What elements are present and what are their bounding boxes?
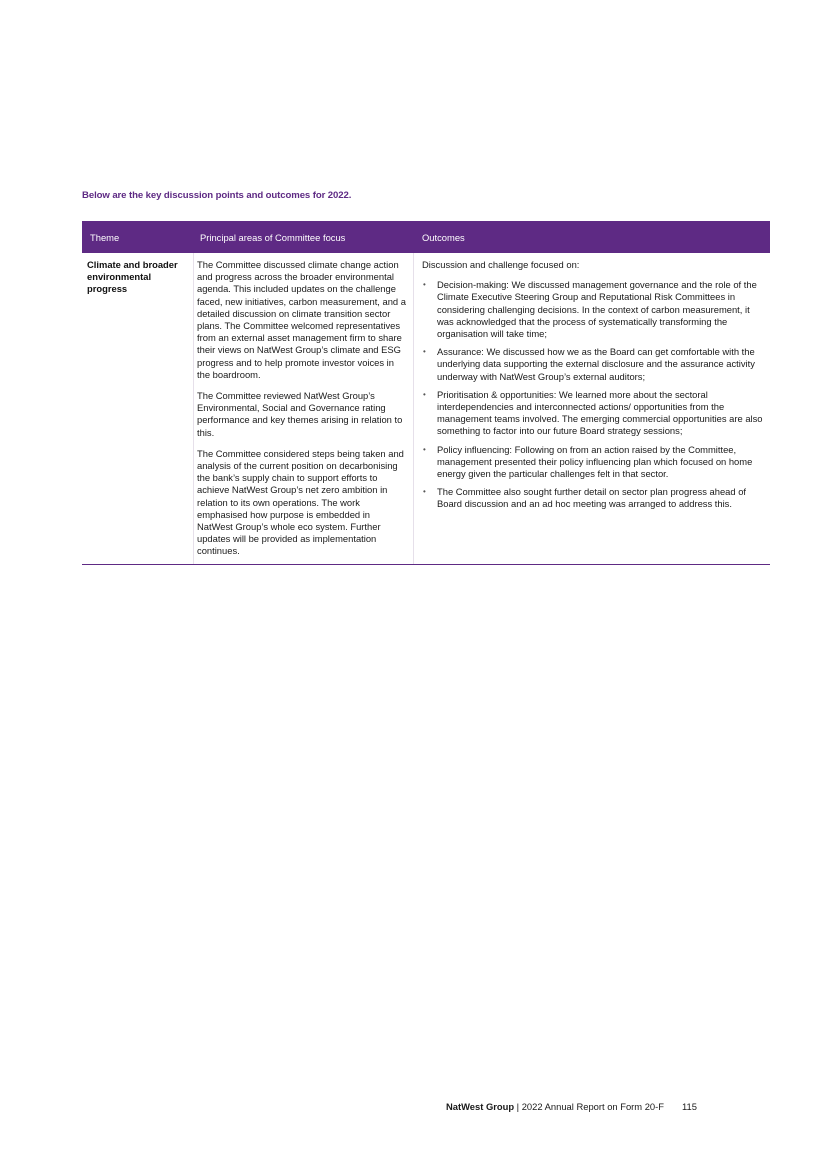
footer-report-title: 2022 Annual Report on Form 20-F bbox=[521, 1101, 664, 1112]
table-row bbox=[82, 253, 770, 565]
section-intro: Below are the key discussion points and outcomes for 2022. bbox=[82, 190, 352, 201]
header-focus: Principal areas of Committee focus bbox=[200, 231, 346, 243]
outcome-item: • Assurance: We discussed how we as the Board can get comfortable with the underlying data supporting the external disclosure and the assurance activity underway with NatWest Group’s external auditors; bbox=[422, 346, 764, 383]
footer-brand: NatWest Group bbox=[446, 1101, 515, 1112]
header-theme: Theme bbox=[90, 231, 120, 243]
theme-cell: Climate and broader environmental progress bbox=[87, 259, 178, 295]
focus-paragraph: The Committee considered steps being taken and analysis of the current position on decarbonising the bank’s supply chain to support efforts to achieve NatWest Group’s net zero ambition in relation to its own operations. The work emphasised how purpose is embedded in NatWest Group’s whole eco system. Further updates will be provided as implementation continues. bbox=[197, 447, 404, 557]
outcome-item: • The Committee also sought further detail on sector plan progress ahead of Board discussion and an ad hoc meeting was arranged to address this. bbox=[422, 486, 764, 510]
header-outcomes: Outcomes bbox=[422, 231, 465, 243]
outcome-item: • Decision-making: We discussed management governance and the role of the Climate Executive Steering Group and Reputational Risk Committees in considering challenging decisions. In the context of carbon measurement, it was acknowledged that the process of systematically transforming the organisation will take time; bbox=[422, 279, 764, 340]
outcomes-list bbox=[422, 279, 764, 510]
focus-paragraph: The Committee reviewed NatWest Group’s Environmental, Social and Governance rating performance and key themes arising in relation to this. bbox=[197, 390, 403, 438]
outcomes-cell bbox=[413, 253, 770, 564]
page-number: 115 bbox=[682, 1101, 697, 1112]
outcome-item: • Policy influencing: Following on from an action raised by the Committee, management presented their policy influencing plan which focused on home energy given the particular challenges felt in that sector. bbox=[422, 444, 764, 481]
footer-separator: | bbox=[514, 1101, 522, 1112]
outcomes-lead: Discussion and challenge focused on: bbox=[422, 259, 580, 270]
focus-cell bbox=[193, 253, 413, 564]
table-header bbox=[82, 221, 770, 253]
page-footer bbox=[446, 1101, 697, 1112]
focus-paragraph: The Committee discussed climate change action and progress across the broader environmental agenda. This included updates on the challenge faced, new initiatives, carbon measurement, and a detailed discussion on climate transition sector plans. The Committee welcomed representatives from an external asset management firm to share their views on NatWest Group’s climate and ESG progress and to help promote investor voices in the boardroom. bbox=[197, 259, 406, 380]
discussion-table bbox=[82, 221, 770, 565]
outcome-item: • Prioritisation & opportunities: We learned more about the sectoral interdependencies and interconnected actions/ opportunities from the management teams involved. The emerging commercial opportunities are also something to factor into our future Board strategy sessions; bbox=[422, 389, 764, 438]
